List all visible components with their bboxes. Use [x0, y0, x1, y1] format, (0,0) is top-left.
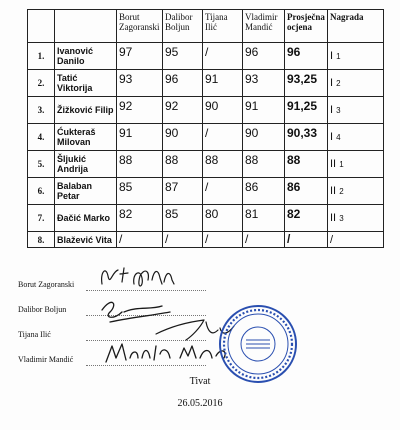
score-judge-1: 88 — [117, 151, 163, 178]
average-score: 96 — [285, 43, 328, 70]
score-judge-2: 88 — [163, 151, 203, 178]
signature-1-scribble — [102, 268, 174, 286]
row-name: Ćukteraš Milovan — [55, 124, 117, 151]
award-level: I — [330, 50, 334, 62]
row-rank: 2. — [28, 70, 55, 97]
score-judge-2: 85 — [163, 205, 203, 232]
award-cell — [328, 70, 384, 97]
table-row — [28, 232, 384, 248]
row-name: Ivanović Danilo — [55, 43, 117, 70]
signature-label: Borut Zagoranski — [18, 280, 75, 289]
table-row — [28, 205, 384, 232]
score-judge-1: / — [117, 232, 163, 248]
award-cell — [328, 124, 384, 151]
award-level: I — [330, 131, 334, 143]
signature-label: Dalibor Boljun — [18, 305, 67, 314]
award-rank: 1 — [336, 52, 341, 61]
score-judge-2: 96 — [163, 70, 203, 97]
award-cell — [328, 151, 384, 178]
average-score: 93,25 — [285, 70, 328, 97]
signature-2-scribble — [102, 302, 170, 322]
row-name: Balaban Petar — [55, 178, 117, 205]
score-judge-2: 87 — [163, 178, 203, 205]
award-cell — [328, 205, 384, 232]
row-rank: 6. — [28, 178, 55, 205]
average-score: 86 — [285, 178, 328, 205]
header-judge-2: Dalibor Boljun — [163, 10, 203, 43]
award-rank: 2 — [336, 79, 341, 88]
award-cell — [328, 97, 384, 124]
row-rank: 7. — [28, 205, 55, 232]
table-row — [28, 43, 384, 70]
score-judge-4: 96 — [243, 43, 285, 70]
score-judge-3: 91 — [203, 70, 243, 97]
award-rank: 3 — [339, 214, 344, 223]
award-level: / — [330, 233, 334, 246]
average-score: 90,33 — [285, 124, 328, 151]
award-rank: 2 — [339, 187, 344, 196]
results-table — [27, 9, 384, 248]
table-row — [28, 124, 384, 151]
official-stamp — [218, 304, 298, 384]
score-judge-3: / — [203, 43, 243, 70]
header-rank — [28, 10, 55, 43]
score-judge-4: 81 — [243, 205, 285, 232]
header-average: Prosječna ocjena — [285, 10, 328, 43]
table-row — [28, 178, 384, 205]
score-judge-1: 93 — [117, 70, 163, 97]
average-score: / — [285, 232, 328, 248]
table-row — [28, 70, 384, 97]
score-judge-1: 97 — [117, 43, 163, 70]
row-name: Žižković Filip — [55, 97, 117, 124]
score-judge-4: 88 — [243, 151, 285, 178]
score-judge-4: 86 — [243, 178, 285, 205]
row-name: Đačić Marko — [55, 205, 117, 232]
date-text: 26.05.2016 — [177, 398, 223, 409]
row-name: Tatić Viktorija — [55, 70, 117, 97]
award-cell — [328, 232, 384, 248]
score-judge-2: 95 — [163, 43, 203, 70]
table-row — [28, 151, 384, 178]
award-level: II — [330, 212, 337, 224]
score-judge-1: 82 — [117, 205, 163, 232]
score-judge-1: 92 — [117, 97, 163, 124]
average-score: 82 — [285, 205, 328, 232]
score-judge-3: / — [203, 178, 243, 205]
award-level: II — [330, 158, 337, 170]
score-judge-1: 85 — [117, 178, 163, 205]
score-judge-1: 91 — [117, 124, 163, 151]
score-judge-4: 91 — [243, 97, 285, 124]
award-cell — [328, 178, 384, 205]
table-row — [28, 97, 384, 124]
row-rank: 3. — [28, 97, 55, 124]
award-rank: 4 — [336, 133, 341, 142]
header-judge-1: Borut Zagoranski — [117, 10, 163, 43]
row-name: Šljukić Andrija — [55, 151, 117, 178]
score-judge-2: 90 — [163, 124, 203, 151]
row-rank: 8. — [28, 232, 55, 248]
award-level: I — [330, 77, 334, 89]
signature-4-scribble — [106, 344, 225, 362]
average-score: 88 — [285, 151, 328, 178]
header-judge-4: Vladimir Mandić — [243, 10, 285, 43]
award-rank: 3 — [336, 106, 341, 115]
score-judge-3: 80 — [203, 205, 243, 232]
score-judge-2: / — [163, 232, 203, 248]
score-judge-3: / — [203, 124, 243, 151]
row-rank: 1. — [28, 43, 55, 70]
place-text: Tivat — [189, 376, 211, 387]
award-level: II — [330, 185, 337, 197]
score-judge-4: / — [243, 232, 285, 248]
signature-label: Tijana Ilić — [18, 330, 51, 339]
score-judge-3: / — [203, 232, 243, 248]
header-award: Nagrada — [328, 10, 384, 43]
award-cell — [328, 43, 384, 70]
header-judge-3: Tijana Ilić — [203, 10, 243, 43]
award-rank: 1 — [339, 160, 344, 169]
average-score: 91,25 — [285, 97, 328, 124]
table-header-row — [28, 10, 384, 43]
score-judge-3: 88 — [203, 151, 243, 178]
score-judge-2: 92 — [163, 97, 203, 124]
award-level: I — [330, 104, 334, 116]
row-rank: 4. — [28, 124, 55, 151]
row-rank: 5. — [28, 151, 55, 178]
header-name — [55, 10, 117, 43]
score-judge-4: 90 — [243, 124, 285, 151]
score-judge-4: 93 — [243, 70, 285, 97]
score-judge-3: 90 — [203, 97, 243, 124]
signature-label: Vladimir Mandić — [18, 355, 74, 364]
row-name: Blažević Vita — [55, 232, 117, 248]
